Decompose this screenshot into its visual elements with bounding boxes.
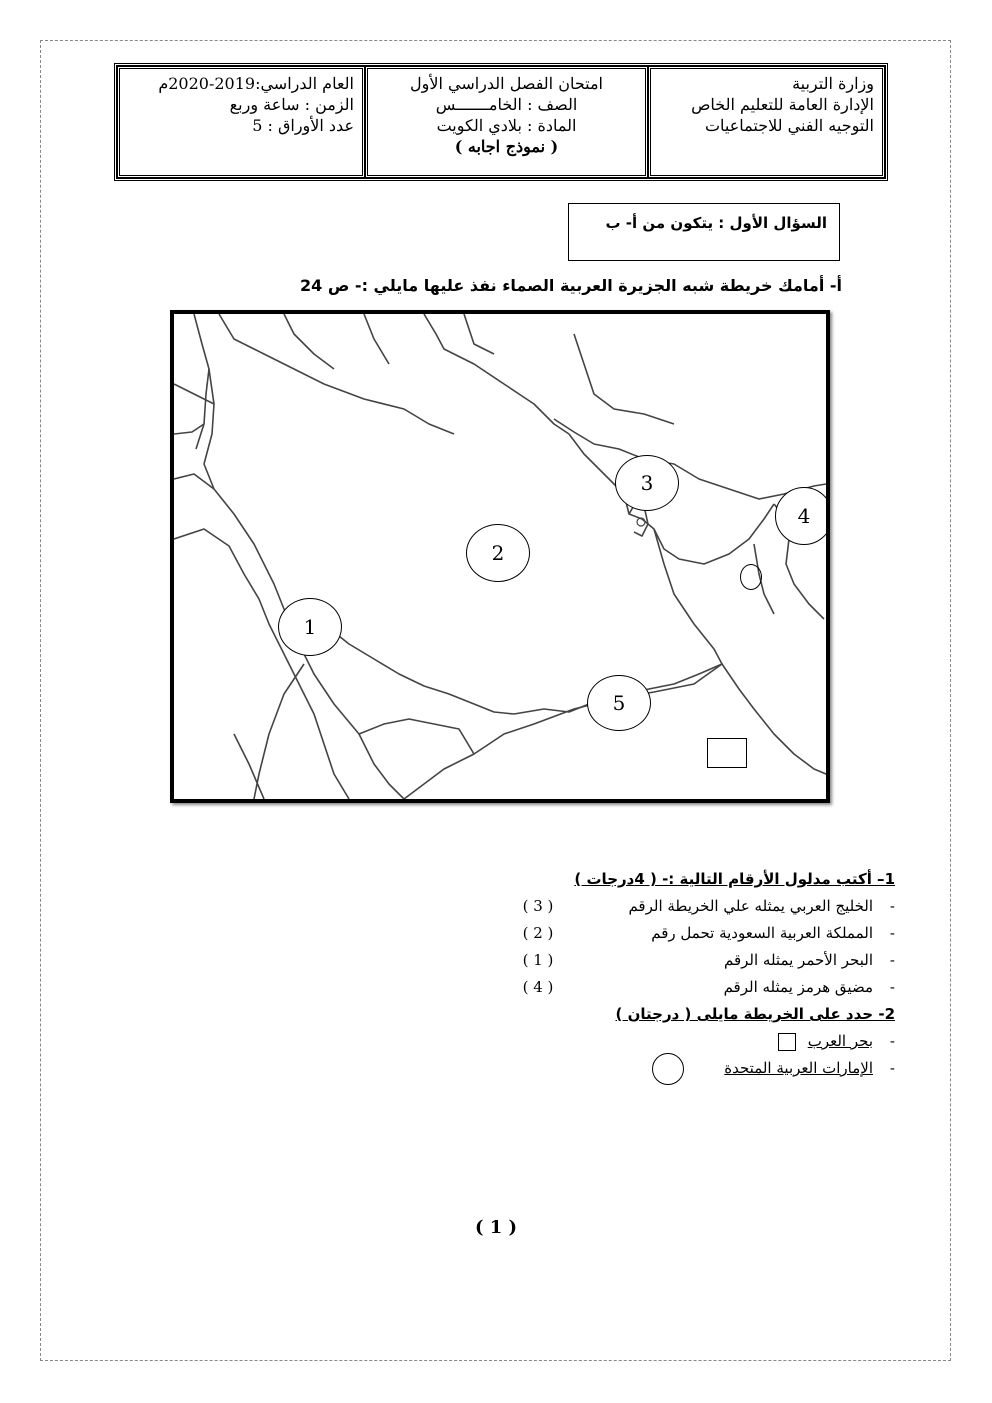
header-ministry bbox=[648, 66, 885, 178]
item-answer: ( 4 ) bbox=[522, 978, 554, 996]
question-title-box: السؤال الأول : يتكون من أ- ب bbox=[568, 203, 840, 261]
map-marker-4: 4 bbox=[775, 487, 830, 545]
q1-item bbox=[415, 974, 895, 1001]
item-dash: - bbox=[889, 978, 895, 996]
part-a-instruction: أ- أمامك خريطة شبه الجزيرة العربية الصماء نفذ عليها مايلي :- ص 24 bbox=[300, 276, 842, 295]
item-text: الإمارات العربية المتحدة bbox=[724, 1059, 873, 1077]
arabian-sea-answer-square bbox=[707, 738, 747, 768]
item-answer: ( 3 ) bbox=[522, 897, 554, 915]
header-line: الزمن : ساعة وربع bbox=[229, 95, 354, 114]
header-line: ( نموذج اجابه ) bbox=[454, 137, 559, 156]
header-line: وزارة التربية bbox=[792, 74, 874, 93]
q2-heading: 2- حدد على الخريطة مايلى ( درجتان ) bbox=[615, 1005, 895, 1023]
circle-symbol-icon bbox=[652, 1053, 684, 1085]
item-dash: - bbox=[889, 924, 895, 942]
map-marker-2: 2 bbox=[466, 524, 530, 582]
map-marker-5: 5 bbox=[587, 675, 651, 731]
map-marker-1: 1 bbox=[278, 598, 342, 656]
item-text: مضيق هرمز يمثله الرقم bbox=[723, 978, 873, 996]
item-dash: - bbox=[889, 1032, 895, 1050]
questions-section bbox=[415, 866, 895, 1082]
item-text: البحر الأحمر يمثله الرقم bbox=[723, 951, 873, 969]
header-exam-info bbox=[365, 66, 648, 178]
header-line: الصف : الخامـــــــس bbox=[435, 95, 578, 114]
q2-item bbox=[415, 1055, 895, 1082]
item-dash: - bbox=[889, 897, 895, 915]
page-number: ( 1 ) bbox=[474, 1217, 518, 1238]
header-line: التوجيه الفني للاجتماعيات bbox=[704, 116, 874, 135]
item-dash: - bbox=[889, 951, 895, 969]
header-line: العام الدراسي:2019-2020م bbox=[158, 74, 354, 93]
q1-item bbox=[415, 920, 895, 947]
item-text: بحر العرب bbox=[807, 1032, 873, 1050]
arabian-peninsula-map bbox=[170, 310, 830, 803]
item-dash: - bbox=[889, 1059, 895, 1077]
q1-item bbox=[415, 947, 895, 974]
item-answer: ( 2 ) bbox=[522, 924, 554, 942]
header-line: عدد الأوراق : 5 bbox=[252, 116, 354, 135]
square-symbol-icon bbox=[778, 1033, 796, 1051]
header-line: الإدارة العامة للتعليم الخاص bbox=[691, 95, 874, 114]
q1-item bbox=[415, 893, 895, 920]
exam-header bbox=[114, 63, 888, 181]
header-line: المادة : بلادي الكويت bbox=[436, 116, 577, 135]
q2-item bbox=[415, 1028, 895, 1055]
item-answer: ( 1 ) bbox=[522, 951, 554, 969]
header-year-info bbox=[117, 66, 365, 178]
header-line: امتحان الفصل الدراسي الأول bbox=[409, 74, 603, 93]
item-text: الخليج العربي يمثله علي الخريطة الرقم bbox=[628, 897, 873, 915]
item-text: المملكة العربية السعودية تحمل رقم bbox=[651, 924, 873, 942]
q1-heading: 1– أكتب مدلول الأرقام التالية :- ( 4درجات ) bbox=[574, 870, 895, 888]
map-marker-3: 3 bbox=[615, 455, 679, 511]
uae-answer-circle bbox=[740, 564, 762, 590]
